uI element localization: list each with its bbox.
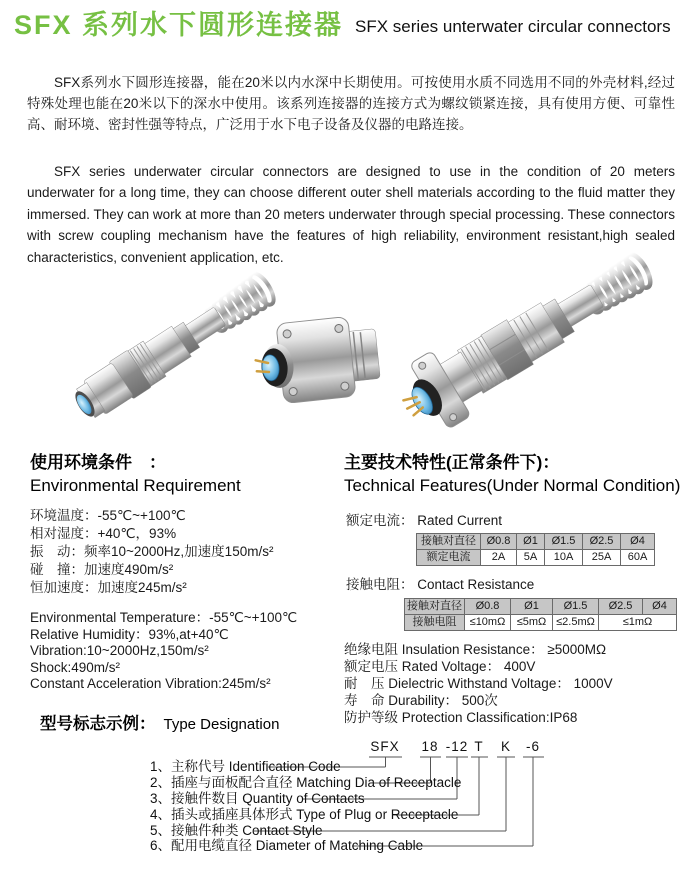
table-cell: 额定电流 bbox=[417, 550, 481, 566]
technical-heading-cn: 主要技术特性(正常条件下)： bbox=[344, 453, 560, 472]
code-part-sfx: SFX bbox=[370, 739, 400, 754]
code-part-6: -6 bbox=[525, 739, 541, 754]
table-cell: ≤1mΩ bbox=[599, 615, 677, 631]
rated-current-label: 额定电流： Rated Current bbox=[346, 513, 503, 528]
legend-item-4: 4、插头或插座具体形式 Type of Plug or Receptacle bbox=[150, 807, 459, 822]
table-cell: 接触电阻 bbox=[405, 615, 465, 631]
table-cell: ≤2.5mΩ bbox=[553, 615, 599, 631]
env-item: Relative Humidity：93%,at+40℃ bbox=[30, 626, 229, 642]
table-cell: 5A bbox=[517, 550, 545, 566]
page-title-en: SFX series unterwater circular connectors bbox=[355, 17, 671, 36]
environment-section bbox=[30, 452, 336, 693]
type-designation-diagram bbox=[0, 733, 700, 872]
env-item: 环境温度：-55℃~+100℃ bbox=[30, 508, 186, 523]
contact-resistance-table bbox=[404, 598, 677, 631]
table-cell: 2A bbox=[481, 550, 517, 566]
technical-specs bbox=[344, 641, 696, 726]
environment-items-en bbox=[30, 610, 336, 693]
table-cell: Ø0.8 bbox=[465, 599, 511, 615]
code-part-12: -12 bbox=[445, 739, 469, 754]
legend-item-5: 5、接触件种类 Contact Style bbox=[150, 823, 323, 838]
table-cell: 25A bbox=[583, 550, 621, 566]
contact-resistance-label: 接触电阻： Contact Resistance bbox=[346, 577, 535, 592]
table-cell: ≤10mΩ bbox=[465, 615, 511, 631]
environment-items-cn bbox=[30, 507, 336, 597]
spec-line: 寿 命 Durability： 500次 bbox=[344, 693, 498, 708]
env-item: 振 动：频率10~2000Hz,加速度150m/s² bbox=[30, 544, 274, 559]
spec-line: 绝缘电阻 Insulation Resistance： ≥5000MΩ bbox=[344, 642, 607, 657]
env-item: Constant Acceleration Vibration:245m/s² bbox=[30, 676, 271, 691]
table-row bbox=[417, 550, 655, 566]
technical-heading-en: Technical Features(Under Normal Condition) bbox=[344, 476, 681, 495]
env-item: Environmental Temperature：-55℃~+100℃ bbox=[30, 610, 298, 625]
code-part-t: T bbox=[474, 739, 484, 754]
table-row bbox=[405, 599, 677, 615]
env-item: 恒加速度：加速度245m/s² bbox=[30, 580, 187, 595]
env-item: 碰 撞：加速度490m/s² bbox=[30, 562, 174, 577]
table-cell: 接触对直径 bbox=[417, 534, 481, 550]
env-item: Vibration:10~2000Hz,150m/s² bbox=[30, 643, 209, 658]
technical-section bbox=[344, 452, 696, 726]
legend-item-3: 3、接触件数目 Quantity of Contacts bbox=[150, 791, 365, 806]
table-cell: Ø2.5 bbox=[583, 534, 621, 550]
table-cell: Ø1 bbox=[511, 599, 553, 615]
intro-paragraph-cn: SFX系列水下圆形连接器，能在20米以内水深中长期使用。可按使用水质不同选用不同的外壳材料,经过特殊处理也能在20米以下的深水中使用。该系列连接器的连接方式为螺纹锁紧连接，具有使用方便、可靠性高、耐环境、密封性强等特点，广泛用于水下电子设备及仪器的电路连接。 bbox=[27, 74, 675, 132]
type-designation-heading-en: Type Designation bbox=[163, 716, 280, 733]
page-header bbox=[14, 10, 671, 40]
spec-line: 耐 压 Dielectric Withstand Voltage： 1000V bbox=[344, 676, 613, 691]
type-designation-heading bbox=[40, 710, 279, 734]
table-cell: 10A bbox=[545, 550, 583, 566]
legend-item-6: 6、配用电缆直径 Diameter of Matching Cable bbox=[150, 838, 424, 853]
intro-paragraph-en: SFX series underwater circular connectors are designed to use in the condition of 20 meters underwater for a long time, they can choose different outer shell materials according to the fluid matter they immersed. They can work at more than 20 meters underwater through special processing. These connectors with screw coupling mechanism have the features of high reliability, environment resistant,high sealed characteristics, convenient application, etc. bbox=[27, 163, 675, 265]
spec-line: 额定电压 Rated Voltage： 400V bbox=[344, 659, 536, 674]
type-designation-heading-cn: 型号标志示例： bbox=[40, 715, 156, 733]
table-row bbox=[405, 615, 677, 631]
table-cell: 60A bbox=[621, 550, 655, 566]
connector-photo-left bbox=[68, 266, 281, 425]
connector-photo-middle bbox=[252, 314, 382, 406]
table-cell: Ø4 bbox=[643, 599, 677, 615]
page-title-cn: SFX 系列水下圆形连接器 bbox=[14, 10, 344, 40]
code-part-18: 18 bbox=[421, 739, 439, 754]
env-item: 相对湿度：+40℃，93% bbox=[30, 526, 177, 541]
table-cell: Ø1 bbox=[517, 534, 545, 550]
table-cell: Ø1.5 bbox=[545, 534, 583, 550]
table-cell: 接触对直径 bbox=[405, 599, 465, 615]
connector-photo-right bbox=[388, 238, 665, 442]
table-cell: Ø1.5 bbox=[553, 599, 599, 615]
rated-current-table bbox=[416, 533, 655, 566]
code-part-k: K bbox=[500, 739, 512, 754]
table-row bbox=[417, 534, 655, 550]
table-cell: Ø2.5 bbox=[599, 599, 643, 615]
spec-line: 防护等级 Protection Classification:IP68 bbox=[344, 710, 578, 725]
legend-item-2: 2、插座与面板配合直径 Matching Dia of Receptacle bbox=[150, 775, 462, 790]
legend-item-1: 1、主称代号 Identification Code bbox=[150, 759, 341, 774]
table-cell: Ø4 bbox=[621, 534, 655, 550]
environment-heading-cn: 使用环境条件 ： bbox=[30, 453, 166, 472]
environment-heading-en: Environmental Requirement bbox=[30, 476, 241, 495]
table-cell: Ø0.8 bbox=[481, 534, 517, 550]
table-cell: ≤5mΩ bbox=[511, 615, 553, 631]
product-photos bbox=[0, 238, 700, 443]
env-item: Shock:490m/s² bbox=[30, 659, 121, 675]
